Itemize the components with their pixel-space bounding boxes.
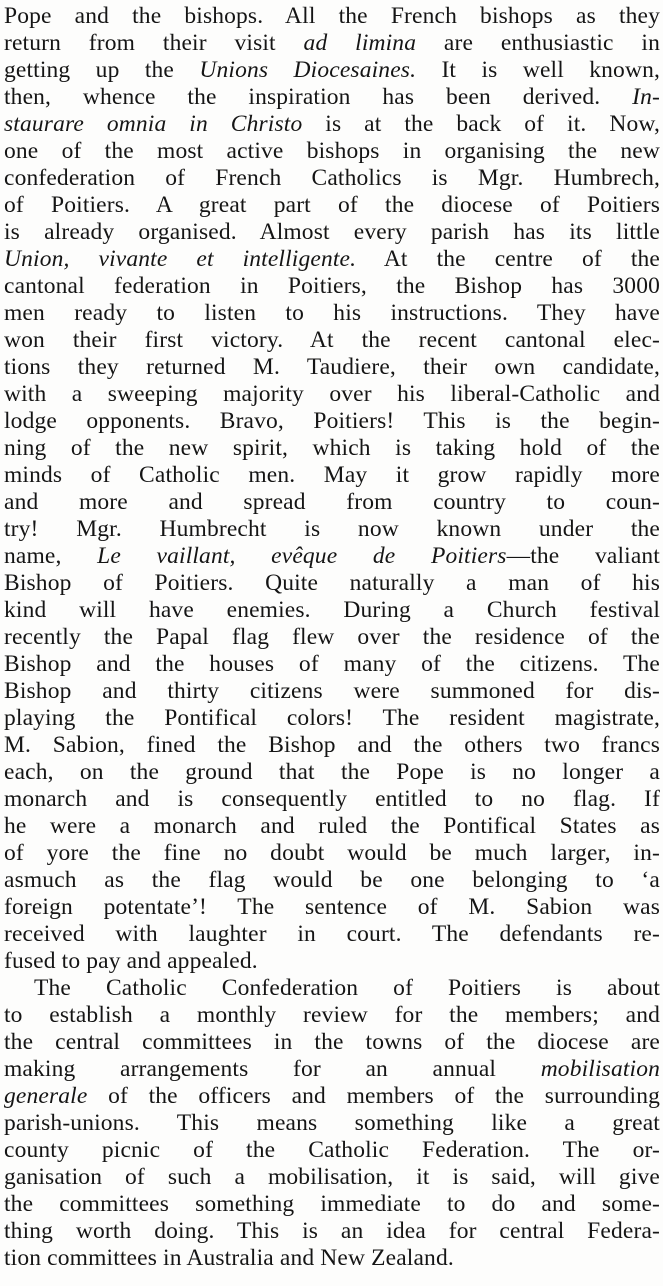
text-line bbox=[4, 759, 660, 786]
text-segment: ning of the new spirit, which is taking hold of the bbox=[4, 435, 660, 461]
text-segment: is already organised. Almost every parish has its little bbox=[4, 219, 660, 245]
text-line bbox=[4, 813, 660, 840]
text-line bbox=[4, 1110, 660, 1137]
text-line bbox=[4, 516, 660, 543]
text-segment: he were a monarch and ruled the Pontifical States as bbox=[4, 813, 660, 839]
text-line bbox=[4, 948, 660, 975]
text-line bbox=[4, 3, 660, 30]
text-segment: confederation of French Catholics is Mgr. Humbrech, bbox=[4, 165, 660, 191]
text-segment: return from their visit bbox=[4, 30, 304, 56]
text-segment: making arrangements for an annual bbox=[4, 1056, 541, 1082]
text-segment: kind will have enemies. During a Church festival bbox=[4, 597, 660, 623]
text-line bbox=[4, 489, 660, 516]
text-segment: are enthusiastic in bbox=[416, 30, 660, 56]
text-line bbox=[4, 1029, 660, 1056]
text-line bbox=[4, 597, 660, 624]
italic-text-segment: mobilisation bbox=[540, 1056, 660, 1082]
text-line bbox=[4, 786, 660, 813]
text-line bbox=[4, 138, 660, 165]
text-segment: then, whence the inspiration has been derived. bbox=[4, 84, 633, 110]
text-segment: the central committees in the towns of the diocese are bbox=[4, 1029, 660, 1055]
text-segment: name, bbox=[4, 543, 98, 569]
text-segment: Pope and the bishops. All the French bishops as they bbox=[4, 3, 660, 29]
text-segment: county picnic of the Catholic Federation. The or- bbox=[4, 1137, 660, 1163]
text-line bbox=[4, 732, 660, 759]
text-segment: recently the Papal flag flew over the residence of the bbox=[4, 624, 660, 650]
text-line bbox=[4, 975, 660, 1002]
text-segment: fused to pay and appealed. bbox=[4, 948, 258, 974]
text-line bbox=[4, 435, 660, 462]
text-line bbox=[4, 867, 660, 894]
text-segment: tion committees in Australia and New Zealand. bbox=[4, 1245, 454, 1271]
text-segment: foreign potentate’! The sentence of M. Sabion was bbox=[4, 894, 660, 920]
italic-text-segment: generale bbox=[4, 1083, 88, 1109]
text-segment: Bishop and thirty citizens were summoned for dis- bbox=[4, 678, 660, 704]
text-segment: of Poitiers. A great part of the diocese of Poitiers bbox=[4, 192, 660, 218]
text-segment: It is well known, bbox=[416, 57, 660, 83]
text-segment: ganisation of such a mobilisation, it is said, will give bbox=[4, 1164, 660, 1190]
text-line bbox=[4, 840, 660, 867]
text-line bbox=[4, 1083, 660, 1110]
text-line bbox=[4, 543, 660, 570]
text-line bbox=[4, 1245, 660, 1272]
text-segment: is at the back of it. Now, bbox=[302, 111, 660, 137]
italic-text-segment: In- bbox=[632, 84, 660, 110]
italic-text-segment: Union, vivante et intelligente. bbox=[4, 246, 357, 272]
text-segment: Bishop of Poitiers. Quite naturally a man of his bbox=[4, 570, 660, 596]
text-segment: of the officers and members of the surrounding bbox=[87, 1083, 660, 1109]
article-column bbox=[4, 3, 660, 1272]
text-line bbox=[4, 1218, 660, 1245]
text-line bbox=[4, 57, 660, 84]
text-line bbox=[4, 84, 660, 111]
text-segment: getting up the bbox=[4, 57, 200, 83]
text-segment: Bishop and the houses of many of the citizens. The bbox=[4, 651, 660, 677]
text-line bbox=[4, 300, 660, 327]
text-line bbox=[4, 894, 660, 921]
text-segment: The Catholic Confederation of Poitiers is about bbox=[34, 975, 660, 1001]
text-line bbox=[4, 192, 660, 219]
text-line bbox=[4, 273, 660, 300]
text-segment: men ready to listen to his instructions. They have bbox=[4, 300, 660, 326]
text-segment: playing the Pontifical colors! The resident magistrate, bbox=[4, 705, 660, 731]
text-segment: asmuch as the flag would be one belonging to ‘a bbox=[4, 867, 660, 893]
text-segment: and more and spread from country to coun- bbox=[4, 489, 660, 515]
text-segment: to establish a monthly review for the members; and bbox=[4, 1002, 660, 1028]
italic-text-segment: ad limina bbox=[303, 30, 417, 56]
text-segment: one of the most active bishops in organising the new bbox=[4, 138, 660, 164]
text-segment: At the centre of the bbox=[356, 246, 660, 272]
text-line bbox=[4, 1191, 660, 1218]
text-line bbox=[4, 570, 660, 597]
text-segment: parish-unions. This means something like a great bbox=[4, 1110, 660, 1136]
text-line bbox=[4, 705, 660, 732]
text-line bbox=[4, 408, 660, 435]
text-segment: —the valiant bbox=[506, 543, 660, 569]
text-line bbox=[4, 165, 660, 192]
text-line bbox=[4, 1056, 660, 1083]
text-line bbox=[4, 219, 660, 246]
text-line bbox=[4, 1137, 660, 1164]
text-line bbox=[4, 1164, 660, 1191]
text-segment: the committees something immediate to do and some- bbox=[4, 1191, 660, 1217]
text-segment: received with laughter in court. The defendants re- bbox=[4, 921, 660, 947]
text-segment: minds of Catholic men. May it grow rapidly more bbox=[4, 462, 660, 488]
text-line bbox=[4, 1002, 660, 1029]
text-line bbox=[4, 327, 660, 354]
text-segment: M. Sabion, fined the Bishop and the others two francs bbox=[4, 732, 660, 758]
text-line bbox=[4, 381, 660, 408]
text-segment: monarch and is consequently entitled to no flag. If bbox=[4, 786, 660, 812]
text-line bbox=[4, 921, 660, 948]
text-line bbox=[4, 111, 660, 138]
italic-text-segment: staurare omnia in Christo bbox=[4, 111, 303, 137]
text-segment: try! Mgr. Humbrecht is now known under the bbox=[4, 516, 660, 542]
text-segment: lodge opponents. Bravo, Poitiers! This is the begin- bbox=[4, 408, 660, 434]
text-line bbox=[4, 462, 660, 489]
italic-text-segment: Unions Diocesaines. bbox=[199, 57, 417, 83]
text-segment: with a sweeping majority over his liberal-Catholic and bbox=[4, 381, 660, 407]
text-segment: thing worth doing. This is an idea for central Federa- bbox=[4, 1218, 660, 1244]
text-segment: tions they returned M. Taudiere, their own candidate, bbox=[4, 354, 660, 380]
italic-text-segment: Le vaillant, evêque de Poitiers bbox=[97, 543, 507, 569]
text-segment: of yore the fine no doubt would be much larger, in- bbox=[4, 840, 660, 866]
text-line bbox=[4, 651, 660, 678]
text-segment: cantonal federation in Poitiers, the Bishop has 3000 bbox=[4, 273, 660, 299]
text-line bbox=[4, 246, 660, 273]
text-segment: won their first victory. At the recent cantonal elec- bbox=[4, 327, 660, 353]
text-line bbox=[4, 354, 660, 381]
text-line bbox=[4, 624, 660, 651]
text-segment: each, on the ground that the Pope is no longer a bbox=[4, 759, 660, 785]
text-line bbox=[4, 678, 660, 705]
text-line bbox=[4, 30, 660, 57]
